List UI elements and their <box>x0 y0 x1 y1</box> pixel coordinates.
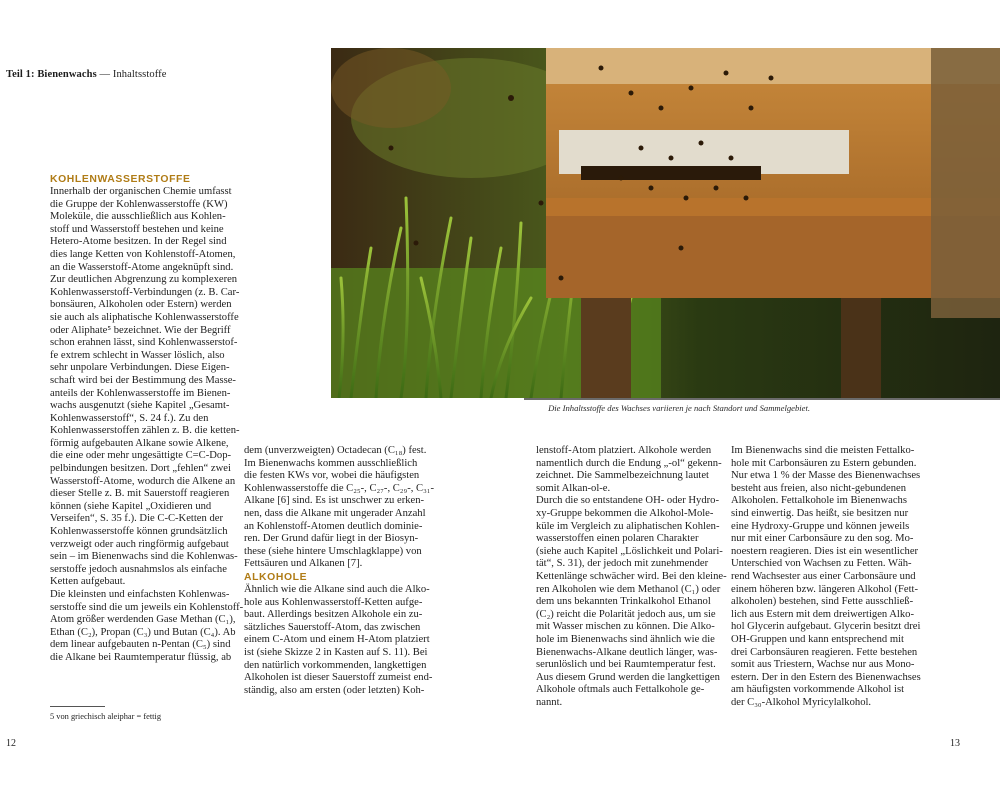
text-line: Hetero-Atome besitzen. In der Regel sind <box>50 236 227 248</box>
footnote: 5 von griechisch aleiphar = fettig <box>50 712 162 721</box>
text-line: können (siehe Kapitel „Oxidieren und <box>50 500 212 512</box>
text-line: Alkoholen. Fettalkohole im Bienenwachs <box>731 495 907 507</box>
photo-caption: Die Inhaltsstoffe des Wachses variieren je nach Standort und Sammelgebiet. <box>548 403 810 413</box>
text-line: tät“, S. 31), der jedoch mit zunehmender <box>536 558 709 570</box>
text-line: pelbindungen besitzen. Dort „fehlen“ zwei <box>50 463 231 475</box>
text-line: fe extrem schlecht in Wasser löslich, also <box>50 349 225 361</box>
text-line: nen, dass die Alkane mit ungerader Anzahl <box>244 507 426 519</box>
beehive-illustration <box>331 48 1000 398</box>
text-line: dieser Stelle z. B. mit Sauerstoff reagieren <box>50 488 230 500</box>
text-line: hole im Bienenwachs sind ähnlich wie die <box>536 633 715 645</box>
text-line: Ethan (C₂), Propan (C₃) und Butan (C₄). Ab <box>50 626 236 638</box>
text-line: sie auch als aliphatische Kohlenwasserstoffe <box>50 311 239 323</box>
footnote-rule <box>50 706 105 707</box>
column-3-lines <box>536 445 727 709</box>
text-line: schaft wird bei der Bestimmung des Masse- <box>50 374 236 386</box>
running-head-section: Inhaltsstoffe <box>112 69 167 80</box>
text-line: küle im Vergleich zu aliphatischen Kohlen- <box>536 520 720 532</box>
text-line: estern. Der in den Estern des Bienenwachses <box>731 671 921 683</box>
text-line: besteht aus freien, also nicht-gebundenen <box>731 482 907 494</box>
text-line: lich aus Estern mit dem dreiwertigen Alko- <box>731 608 914 620</box>
text-line: sein – im Bienenwachs sind die Kohlenwas- <box>50 551 238 563</box>
text-line: serstoffe sind die um jeweils ein Kohlenstoff- <box>50 601 244 613</box>
page-number-left: 12 <box>6 738 16 749</box>
text-line: verzweigt oder auch ringförmig aufgebaut <box>50 538 229 550</box>
text-line: Innerhalb der organischen Chemie umfasst <box>50 186 232 197</box>
text-line: Alkane [6] sind. Es ist unschwer zu erken- <box>244 495 425 507</box>
text-line: Zur deutlichen Abgrenzung zu komplexeren <box>50 274 238 286</box>
text-line: hol Glycerin aufgebaut. Glycerin besitzt drei <box>731 621 921 633</box>
text-column-4 <box>731 445 921 709</box>
text-line: Verseifen“, S. 35 f.). Die C-C-Ketten der <box>50 513 223 525</box>
heading-alkohole: ALKOHOLE <box>244 571 308 583</box>
column-1-lines <box>50 186 243 665</box>
text-line: Kohlenwasserstoff“, S. 24 f.). Zu den <box>50 412 209 424</box>
text-line: Aus diesem Grund werden die langkettigen <box>536 671 720 683</box>
text-line: Moleküle, die ausschließlich aus Kohlen- <box>50 211 226 223</box>
text-column-3 <box>536 445 727 709</box>
text-line: Alkoholen ist dieser Sauerstoff zumeist end- <box>244 672 433 684</box>
text-line: hole mit Carbonsäuren zu Estern gebunden. <box>731 457 917 469</box>
text-line: rend Wachsester aus einer Carbonsäure und <box>731 570 916 582</box>
text-line: Alkohole oftmals auch Fettalkohole ge- <box>536 684 705 696</box>
text-line: den natürlich vorkommenden, langkettigen <box>244 659 427 671</box>
text-line: dies lange Ketten von Kohlenstoff-Atomen, <box>50 248 236 260</box>
text-line: Ketten aufgebaut. <box>50 576 126 588</box>
text-line: zeichnet. Die Sammelbezeichnung lautet <box>536 470 709 482</box>
text-line: sehr unpolare Verbindungen. Diese Eigen- <box>50 362 230 374</box>
text-line: dem uns bekannten Trinkalkohol Ethanol <box>536 596 711 608</box>
text-line: Bienenwachs-Alkane deutlich länger, was- <box>536 646 718 658</box>
text-line: (siehe auch Kapitel „Löslichkeit und Polari- <box>536 545 723 557</box>
text-line: nannt. <box>536 696 563 708</box>
text-line: Nur etwa 1 % der Masse des Bienenwachses <box>731 470 921 482</box>
text-line: mit Wasser mischen zu können. Die Alko- <box>536 621 715 633</box>
text-line: Kettenlänge schwächer wird. Bei den kleine- <box>536 570 727 582</box>
text-line: hole aus Kohlenwasserstoff-Ketten aufge- <box>244 596 423 608</box>
text-line: an die Wasserstoff-Atome angeknüpft sind. <box>50 261 234 273</box>
text-line: anteils der Kohlenwasserstoffe im Bienen- <box>50 387 231 399</box>
text-line: serunlöslich und bei Raumtemperatur fest. <box>536 659 716 671</box>
text-column-2 <box>244 445 434 697</box>
text-line: Kohlenwasserstoffe können grundsätzlich <box>50 526 228 538</box>
text-line: die eine oder mehr ungesättigte C=C-Dop- <box>50 450 232 462</box>
text-line: sätzliches Sauerstoff-Atom, das zwischen <box>244 621 421 633</box>
text-line: namentlich durch die Endung „-ol“ gekenn- <box>536 457 722 469</box>
caption-rule <box>524 398 1000 400</box>
text-line: somit Alkan-ol-e. <box>536 482 611 494</box>
text-line: Fettsäuren und Alkanen [7]. <box>244 558 363 570</box>
text-line: ständig, also am ersten (oder letzten) Koh- <box>244 684 425 696</box>
text-line: Durch die so entstandene OH- oder Hydro- <box>536 495 719 507</box>
text-line: Wasserstoff-Atome, wodurch die Alkene an <box>50 475 236 487</box>
running-head-separator: — <box>99 69 111 80</box>
text-line: wachs ausgenutzt (siehe Kapitel „Gesamt- <box>50 400 230 412</box>
text-line: am häufigsten vorkommende Alkohol ist <box>731 684 905 696</box>
heading-kohlenwasserstoffe: KOHLENWASSERSTOFFE <box>50 174 191 185</box>
text-line: ist (siehe Skizze 2 in Kasten auf S. 11). Bei <box>244 646 428 658</box>
text-line: einem höheren bzw. längeren Alkohol (Fett- <box>731 583 918 595</box>
column-2-lines-b <box>244 584 434 697</box>
text-line: Im Bienenwachs sind die meisten Fettalko- <box>731 445 915 456</box>
text-line: förmig aufgebauten Alkane sowie Alkene, <box>50 437 229 449</box>
text-line: ren. Der Grund dafür liegt in der Biosyn- <box>244 533 419 545</box>
text-line: ren Alkoholen wie dem Methanol (C₁) oder <box>536 583 721 595</box>
text-line: Die kleinsten und einfachsten Kohlenwas- <box>50 589 230 600</box>
text-line: (C₂) reicht die Polarität jedoch aus, um sie <box>536 608 716 620</box>
text-line: dem linear aufgebauten n-Pentan (C₅) sind <box>50 639 231 651</box>
text-line: Kohlenwasserstoff-Verbindungen (z. B. Car- <box>50 286 240 298</box>
text-line: baut. Allerdings besitzen Alkohole ein zu- <box>244 609 423 621</box>
text-line: eine Hydroxy-Gruppe und können jeweils <box>731 520 910 532</box>
text-line: oder Aliphate⁵ bezeichnet. Wie der Begriff <box>50 324 231 336</box>
text-line: stoff und Wasserstoff bestehen und keine <box>50 223 224 235</box>
text-line: sind einwertig. Das heißt, sie besitzen nur <box>731 507 909 519</box>
text-line: bonsäuren, Alkoholen oder Estern) werden <box>50 299 232 311</box>
text-line: Atom größer werdenden Gase Methan (C₁), <box>50 614 236 626</box>
text-column-1 <box>50 173 243 665</box>
column-2-lines-a <box>244 445 434 571</box>
text-line: serstoffe jedoch ausnahmslos als einfache <box>50 563 227 575</box>
text-line: noestern reagieren. Dies ist ein wesentlicher <box>731 545 919 557</box>
text-line: einem C-Atom und einem H-Atom platziert <box>244 634 430 646</box>
page-number-right: 13 <box>950 738 960 749</box>
text-line: drei Carbonsäuren reagieren. Fette bestehen <box>731 646 918 658</box>
beehive-photo <box>331 48 1000 398</box>
column-4-lines <box>731 445 921 709</box>
text-line: Unterschied von Wachsen zu Fetten. Wäh- <box>731 558 912 570</box>
text-line: lenstoff-Atom platziert. Alkohole werden <box>536 445 712 456</box>
text-line: xy-Gruppe bekommen die Alkohol-Mole- <box>536 507 714 519</box>
running-head-part: Teil 1: Bienenwachs <box>6 69 97 80</box>
text-line: alkoholen) bestehen, sind Fette ausschließ- <box>731 596 914 608</box>
text-line: die Gruppe der Kohlenwasserstoffe (KW) <box>50 198 228 210</box>
text-line: Ähnlich wie die Alkane sind auch die Alko- <box>244 583 430 595</box>
text-line: these (siehe hintere Umschlagklappe) von <box>244 545 422 557</box>
text-line: die Alkane bei Raumtemperatur flüssig, ab <box>50 651 232 663</box>
text-line: OH-Gruppen und kann entsprechend mit <box>731 633 904 645</box>
text-line: der C₃₀-Alkohol Myricylalkohol. <box>731 696 872 708</box>
text-line: an Kohlenstoff-Atomen deutlich dominie- <box>244 520 423 532</box>
text-line: Im Bienenwachs kommen ausschließlich <box>244 457 418 469</box>
text-line: nur mit einer Carbonsäure zu den sog. Mo- <box>731 533 914 545</box>
text-line: Kohlenwasserstoffe die C₂₅-, C₂₇-, C₂₉-, C₃₁- <box>244 482 434 494</box>
running-head <box>6 69 166 80</box>
text-line: wasserstoffen einen polaren Charakter <box>536 533 699 545</box>
text-line: die festen KWs vor, wobei die häufigsten <box>244 470 420 482</box>
text-line: dem (unverzweigten) Octadecan (C₁₈) fest. <box>244 445 427 456</box>
text-line: somit aus Triestern, Wachse nur aus Mono- <box>731 659 915 671</box>
text-line: Kohlenwasserstoffen zählen z. B. die ketten- <box>50 425 240 437</box>
text-line: schon erahnen lässt, sind Kohlenwasserstof- <box>50 337 238 349</box>
